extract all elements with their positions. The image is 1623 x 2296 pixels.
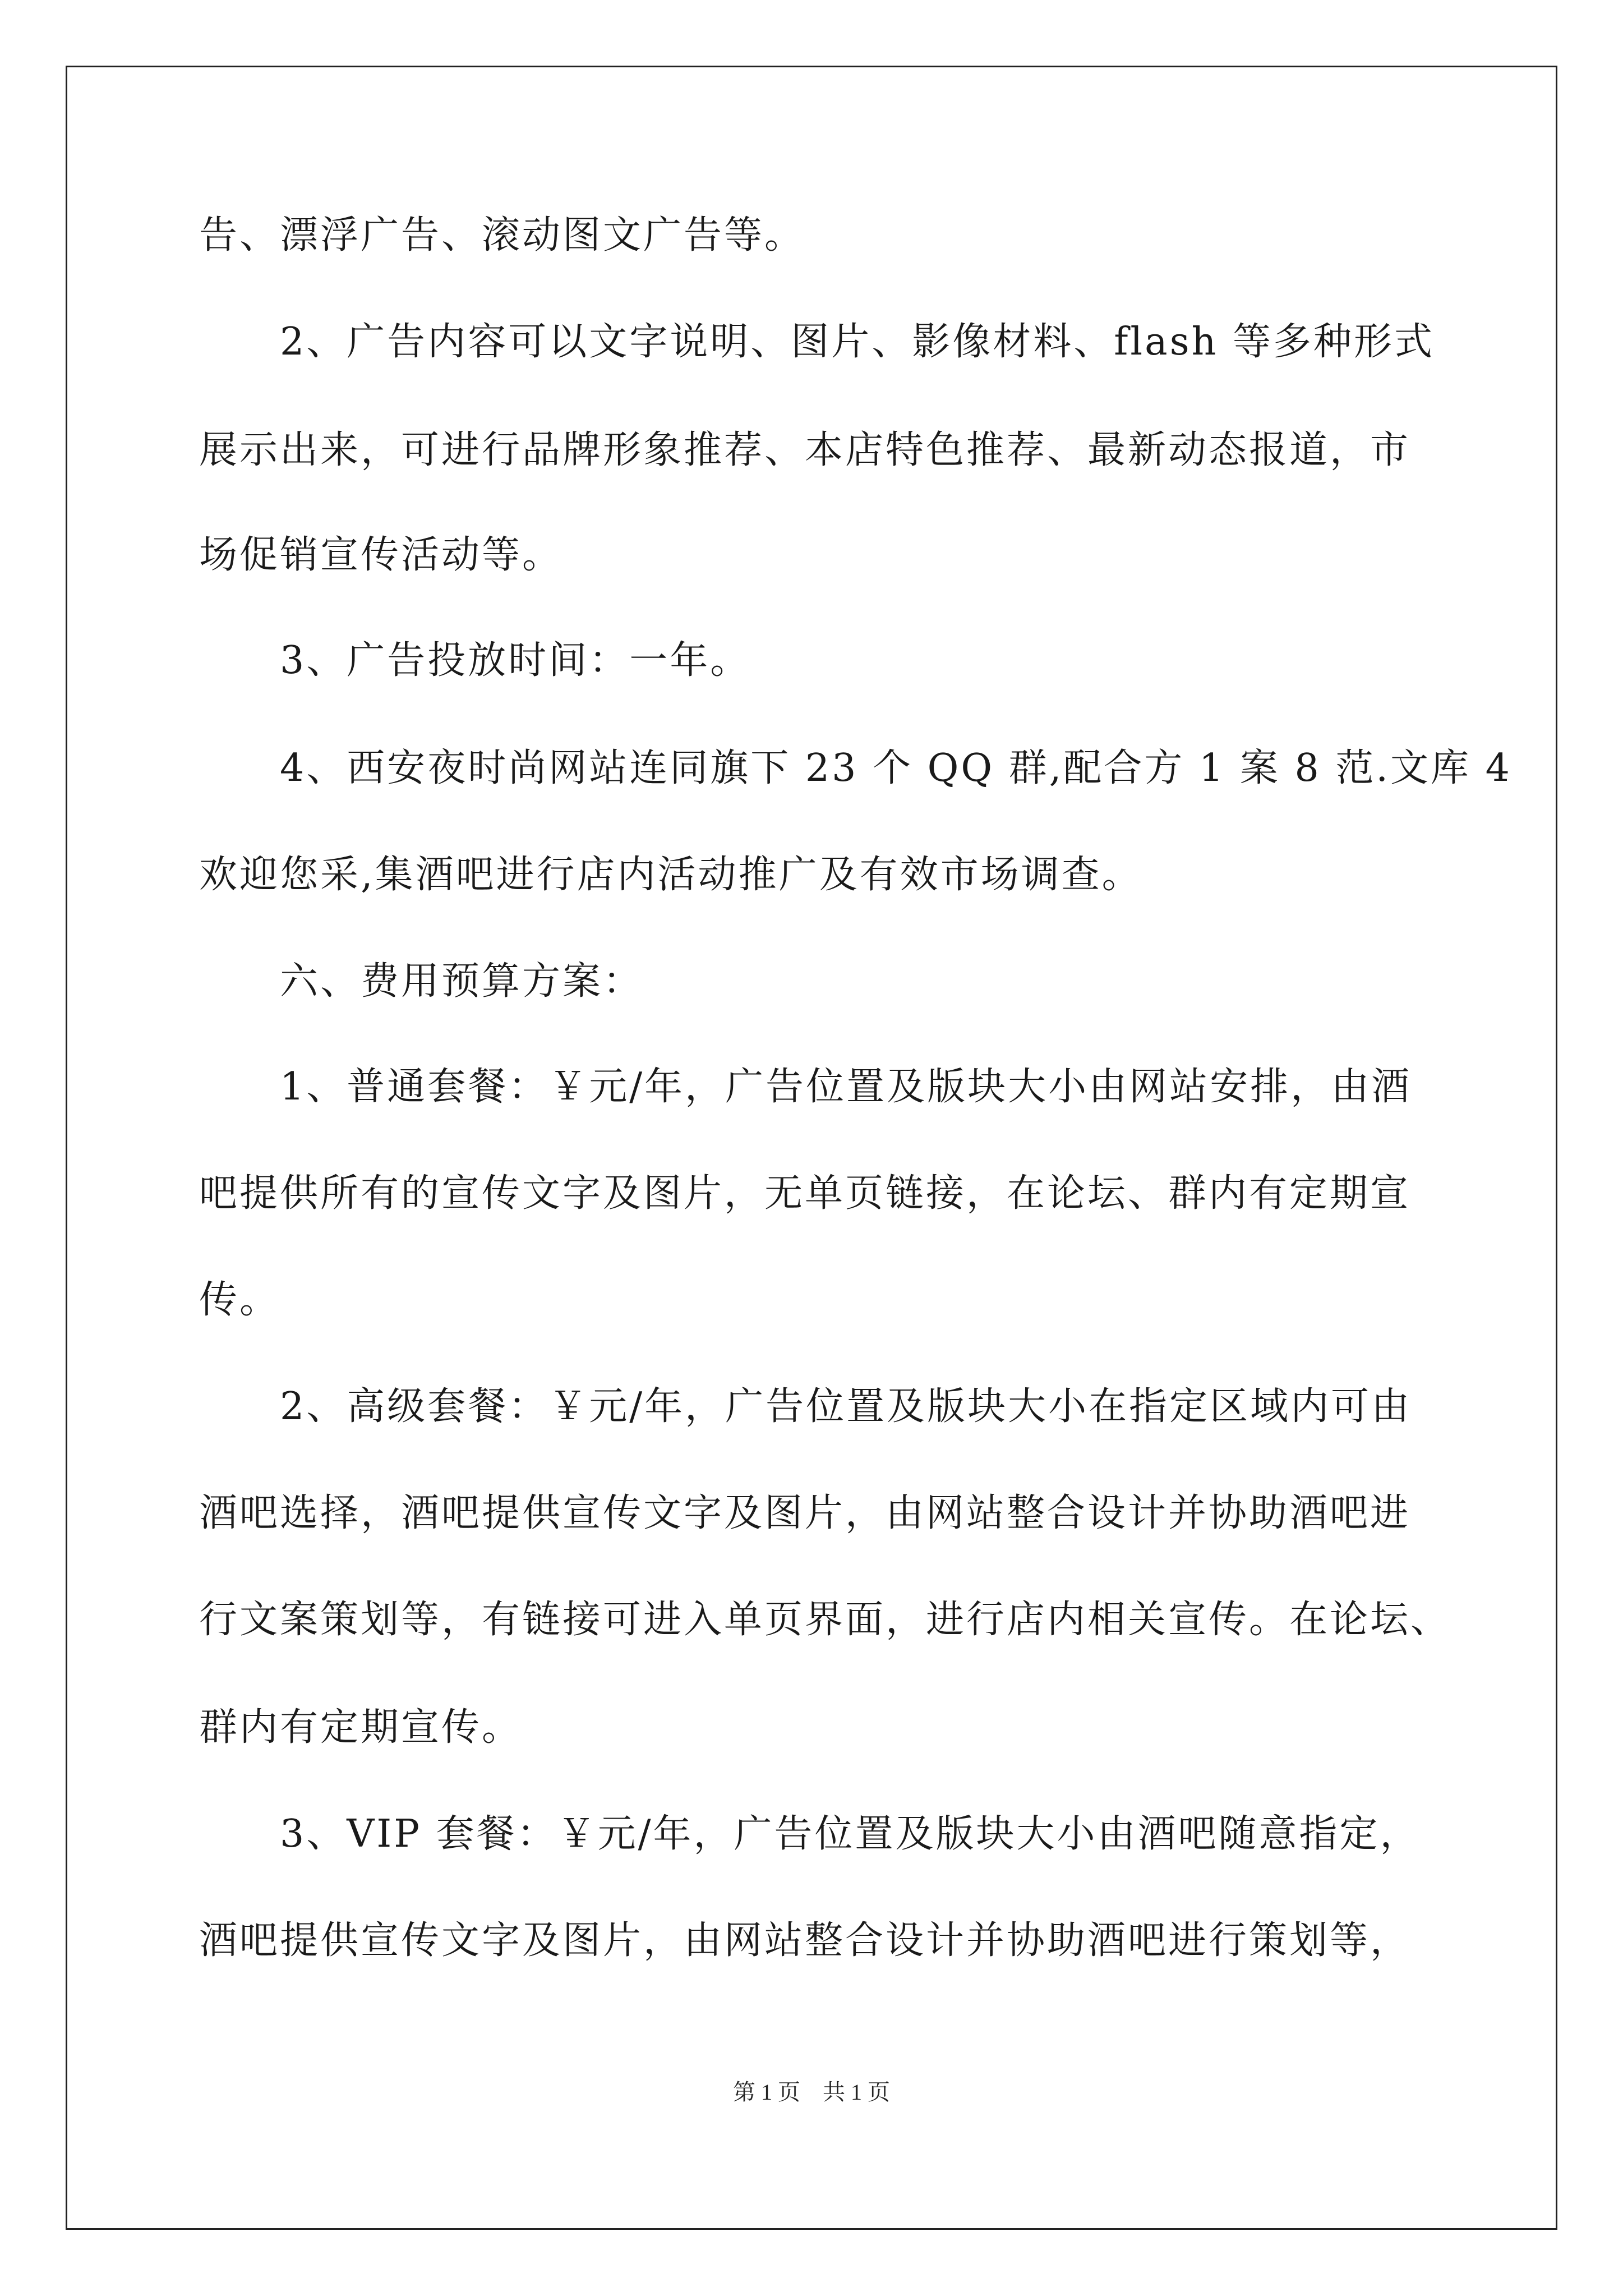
text-line: 行文案策划等，有链接可进入单页界面，进行店内相关宣传。在论坛、 bbox=[199, 1598, 1451, 1642]
text-line: 六、费用预算方案： bbox=[199, 959, 644, 1004]
page-footer: 第 1 页 共 1 页 bbox=[733, 2079, 890, 2105]
text-line: 3、广告投放时间：一年。 bbox=[199, 638, 751, 683]
text-line: 吧提供所有的宣传文字及图片，无单页链接，在论坛、群内有定期宣 bbox=[199, 1171, 1411, 1216]
text-line: 2、广告内容可以文字说明、图片、影像材料、flash 等多种形式 bbox=[199, 320, 1435, 364]
text-line: 告、漂浮广告、滚动图文广告等。 bbox=[199, 213, 805, 257]
page-border bbox=[66, 66, 1557, 2230]
text-line: 群内有定期宣传。 bbox=[199, 1705, 523, 1750]
text-line: 欢迎您采,集酒吧进行店内活动推广及有效市场调查。 bbox=[199, 853, 1142, 897]
text-line: 展示出来，可进行品牌形象推荐、本店特色推荐、最新动态报道，市 bbox=[199, 428, 1411, 472]
text-line: 场促销宣传活动等。 bbox=[199, 533, 563, 577]
text-line: 1、普通套餐：￥元/年，广告位置及版块大小由网站安排，由酒 bbox=[199, 1065, 1412, 1109]
text-line: 2、高级套餐：￥元/年，广告位置及版块大小在指定区域内可由 bbox=[199, 1384, 1412, 1429]
text-line: 3、VIP 套餐：￥元/年，广告位置及版块大小由酒吧随意指定， bbox=[199, 1812, 1421, 1856]
text-line: 4、西安夜时尚网站连同旗下 23 个 QQ 群,配合方 1 案 8 范.文库 4 bbox=[199, 746, 1512, 790]
text-line: 传。 bbox=[199, 1278, 280, 1322]
text-line: 酒吧提供宣传文字及图片，由网站整合设计并协助酒吧进行策划等， bbox=[199, 1918, 1411, 1963]
text-line: 酒吧选择，酒吧提供宣传文字及图片，由网站整合设计并协助酒吧进 bbox=[199, 1491, 1411, 1535]
